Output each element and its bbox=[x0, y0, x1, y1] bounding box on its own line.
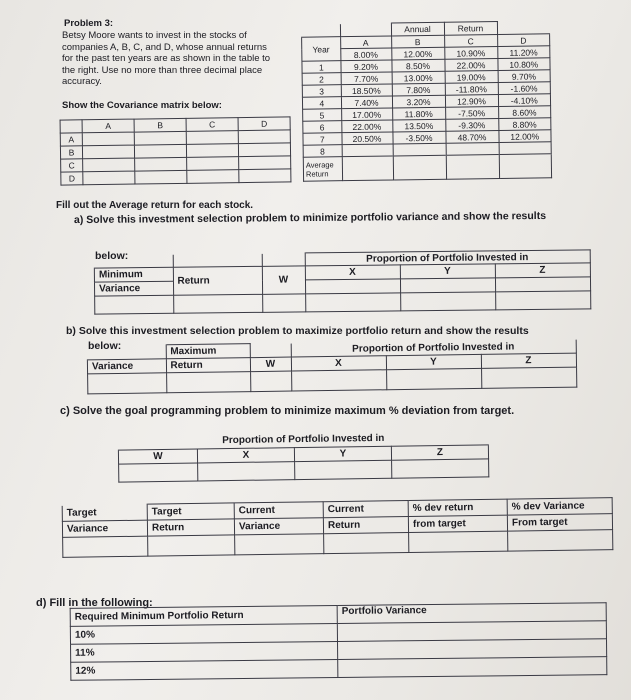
answer-cell[interactable] bbox=[95, 295, 174, 314]
required-return-header: Required Minimum Portfolio Return bbox=[70, 606, 337, 627]
cov-cell[interactable] bbox=[83, 171, 135, 185]
cell: -1.60% bbox=[498, 82, 551, 95]
answer-cell[interactable] bbox=[338, 657, 607, 678]
part-c-prompt: c) Solve the goal programming problem to minimize maximum % deviation from target. bbox=[60, 405, 515, 417]
cov-cell[interactable] bbox=[239, 156, 291, 170]
average-cell[interactable] bbox=[393, 155, 446, 180]
required-return-value: 12% bbox=[71, 660, 338, 681]
w-label: W bbox=[118, 448, 197, 463]
return-label: Return bbox=[166, 358, 250, 373]
year-cell: 8 bbox=[303, 145, 342, 158]
cov-cell[interactable] bbox=[82, 145, 134, 159]
returns-table bbox=[301, 20, 552, 181]
cell: 3.20% bbox=[392, 95, 445, 108]
proportion-header: Proportion of Portfolio Invested in bbox=[291, 339, 576, 357]
x-label: X bbox=[305, 265, 400, 280]
cov-row-header: D bbox=[61, 172, 83, 185]
return-label: Return bbox=[147, 519, 234, 536]
y-label: Y bbox=[294, 446, 391, 461]
average-cell[interactable] bbox=[499, 154, 552, 179]
col-header: D bbox=[497, 34, 550, 47]
maximum-label: Maximum bbox=[166, 344, 250, 359]
cell: -9.30% bbox=[445, 118, 498, 131]
required-return-value: 11% bbox=[71, 642, 338, 663]
answer-cell[interactable] bbox=[148, 535, 235, 556]
cov-cell[interactable] bbox=[134, 131, 186, 145]
cov-row-header: A bbox=[60, 133, 82, 146]
cell: -11.80% bbox=[445, 83, 498, 96]
variance-label: Variance bbox=[87, 359, 166, 374]
cell: 12.00% bbox=[391, 47, 444, 60]
return-label: Return bbox=[323, 517, 408, 534]
portfolio-variance-header: Portfolio Variance bbox=[337, 603, 606, 624]
year-cell: 4 bbox=[302, 97, 341, 110]
x-label: X bbox=[291, 356, 386, 371]
variance-label: Variance bbox=[94, 281, 173, 296]
covariance-label: Show the Covariance matrix below: bbox=[62, 100, 222, 111]
answer-cell[interactable] bbox=[295, 460, 392, 479]
cell: 13.00% bbox=[392, 71, 445, 84]
cov-cell[interactable] bbox=[187, 170, 239, 184]
proportion-header: Proportion of Portfolio Invested in bbox=[118, 430, 488, 449]
average-cell[interactable] bbox=[342, 156, 393, 181]
answer-cell[interactable] bbox=[235, 534, 324, 555]
proportion-header: Proportion of Portfolio Invested in bbox=[305, 250, 590, 266]
dev-return-label: % dev return bbox=[408, 499, 507, 516]
intro-line: Betsy Moore wants to invest in the stocks of bbox=[62, 30, 247, 41]
part-c-proportion-table bbox=[118, 430, 490, 482]
answer-cell[interactable] bbox=[324, 533, 409, 554]
w-label: W bbox=[262, 266, 305, 294]
cell: 19.00% bbox=[445, 71, 498, 84]
cell: 8.50% bbox=[391, 59, 444, 72]
answer-cell[interactable] bbox=[409, 531, 508, 552]
cov-cell[interactable] bbox=[186, 144, 238, 158]
cov-cell[interactable] bbox=[135, 157, 187, 171]
answer-cell[interactable] bbox=[198, 461, 295, 480]
cov-col-header: D bbox=[238, 117, 290, 131]
cell: 22.00% bbox=[444, 59, 497, 72]
year-cell: 2 bbox=[302, 73, 341, 86]
cov-col-header: A bbox=[82, 119, 134, 133]
cell: 7.40% bbox=[341, 96, 392, 109]
cell: 11.80% bbox=[392, 107, 445, 120]
from-target-label: From target bbox=[507, 514, 612, 531]
year-cell: 5 bbox=[303, 109, 342, 122]
average-label: Average bbox=[305, 159, 334, 170]
answer-cell[interactable] bbox=[173, 294, 262, 313]
cov-cell[interactable] bbox=[83, 158, 135, 172]
col-header: A bbox=[340, 36, 391, 49]
answer-cell[interactable] bbox=[166, 372, 250, 393]
answer-cell[interactable] bbox=[88, 373, 167, 394]
cov-cell[interactable] bbox=[238, 130, 290, 144]
col-header: C bbox=[444, 35, 497, 48]
problem-title: Problem 3: bbox=[64, 18, 114, 29]
variance-label: Variance bbox=[234, 518, 323, 535]
part-a-prompt: a) Solve this investment selection problem to minimize portfolio variance and show the results bbox=[73, 209, 547, 227]
part-d-prompt: d) Fill in the following: bbox=[36, 597, 153, 609]
part-d-table bbox=[70, 602, 608, 681]
w-label: W bbox=[250, 357, 291, 372]
average-label: Return bbox=[305, 168, 329, 179]
annual-header: Annual bbox=[391, 22, 444, 36]
answer-cell[interactable] bbox=[392, 458, 489, 477]
average-cell[interactable] bbox=[446, 154, 499, 179]
covariance-matrix bbox=[60, 116, 292, 185]
cell: 10.80% bbox=[497, 58, 550, 71]
answer-cell[interactable] bbox=[481, 367, 576, 388]
z-label: Z bbox=[391, 444, 488, 459]
target-label: Target bbox=[62, 504, 147, 521]
part-b-below: below: bbox=[88, 340, 122, 352]
return-header: Return bbox=[444, 22, 497, 36]
answer-cell[interactable] bbox=[63, 536, 148, 557]
cov-row-header: B bbox=[60, 146, 82, 159]
part-a-table bbox=[94, 249, 591, 314]
y-label: Y bbox=[400, 264, 495, 279]
x-label: X bbox=[197, 447, 294, 462]
minimum-label: Minimum bbox=[94, 267, 173, 282]
from-target-label: from target bbox=[408, 515, 507, 532]
cell: -4.10% bbox=[498, 94, 551, 107]
cov-cell[interactable] bbox=[238, 143, 290, 157]
cov-cell[interactable] bbox=[82, 132, 134, 146]
cell: 12.90% bbox=[445, 95, 498, 108]
cell: 8.00% bbox=[340, 48, 391, 61]
required-return-value: 10% bbox=[70, 624, 337, 645]
cell: 11.20% bbox=[497, 46, 550, 59]
cell: 9.70% bbox=[498, 70, 551, 83]
cov-col-header: C bbox=[186, 118, 238, 132]
part-b-prompt: b) Solve this investment selection problem to maximize portfolio return and show the results bbox=[66, 325, 529, 337]
answer-cell[interactable] bbox=[508, 530, 613, 551]
current-label: Current bbox=[234, 502, 323, 519]
cell: 9.20% bbox=[340, 60, 391, 73]
part-c-target-table bbox=[62, 497, 614, 558]
part-a-below: below: bbox=[95, 250, 129, 262]
intro-line: for the past ten years are as shown in the table to bbox=[62, 53, 271, 64]
variance-label: Variance bbox=[62, 520, 147, 537]
cell: 20.50% bbox=[341, 132, 392, 145]
cov-cell[interactable] bbox=[187, 157, 239, 171]
cell: 8.60% bbox=[498, 106, 551, 119]
year-cell: 7 bbox=[303, 133, 342, 146]
intro-line: the right. Use no more than three decimal place bbox=[62, 64, 263, 76]
answer-cell[interactable] bbox=[291, 370, 386, 391]
return-label: Return bbox=[173, 266, 262, 295]
cell: 7.80% bbox=[392, 83, 445, 96]
answer-cell[interactable] bbox=[400, 292, 495, 311]
cell: 7.70% bbox=[341, 72, 392, 85]
answer-cell[interactable] bbox=[262, 294, 305, 312]
intro-line: companies A, B, C, and D, whose annual returns bbox=[62, 41, 267, 53]
answer-cell[interactable] bbox=[250, 371, 291, 392]
year-cell: 3 bbox=[302, 85, 341, 98]
cell: 12.00% bbox=[498, 130, 551, 143]
z-label: Z bbox=[495, 263, 590, 278]
z-label: Z bbox=[481, 353, 576, 368]
year-header: Year bbox=[302, 37, 341, 62]
answer-cell[interactable] bbox=[305, 293, 400, 312]
problem-intro bbox=[62, 30, 292, 88]
year-cell: 6 bbox=[303, 121, 342, 134]
cell: 13.50% bbox=[392, 119, 445, 132]
cell: 8.80% bbox=[498, 118, 551, 131]
answer-cell[interactable] bbox=[386, 368, 481, 389]
current-label: Current bbox=[323, 501, 408, 518]
cov-cell[interactable] bbox=[134, 144, 186, 158]
cell: 18.50% bbox=[341, 84, 392, 97]
cov-cell[interactable] bbox=[135, 170, 187, 184]
cell: 22.00% bbox=[341, 120, 392, 133]
average-row bbox=[303, 154, 551, 181]
intro-line: accuracy. bbox=[62, 76, 102, 87]
target-label: Target bbox=[147, 503, 234, 520]
answer-cell[interactable] bbox=[495, 291, 590, 310]
cov-col-header: B bbox=[134, 118, 186, 132]
dev-variance-label: % dev Variance bbox=[507, 498, 612, 515]
answer-cell[interactable] bbox=[119, 462, 198, 481]
average-instruction: Fill out the Average return for each stock. bbox=[56, 200, 254, 211]
cell: -3.50% bbox=[392, 131, 445, 144]
year-cell: 1 bbox=[302, 61, 341, 74]
y-label: Y bbox=[386, 354, 481, 369]
col-header: B bbox=[391, 35, 444, 48]
cov-cell[interactable] bbox=[239, 169, 291, 183]
cell: 17.00% bbox=[341, 108, 392, 121]
cell: 10.90% bbox=[444, 47, 497, 60]
cell: 48.70% bbox=[445, 130, 498, 143]
cov-row-header: C bbox=[61, 159, 83, 172]
cell: -7.50% bbox=[445, 107, 498, 120]
cov-cell[interactable] bbox=[186, 131, 238, 145]
part-b-table bbox=[87, 339, 577, 395]
